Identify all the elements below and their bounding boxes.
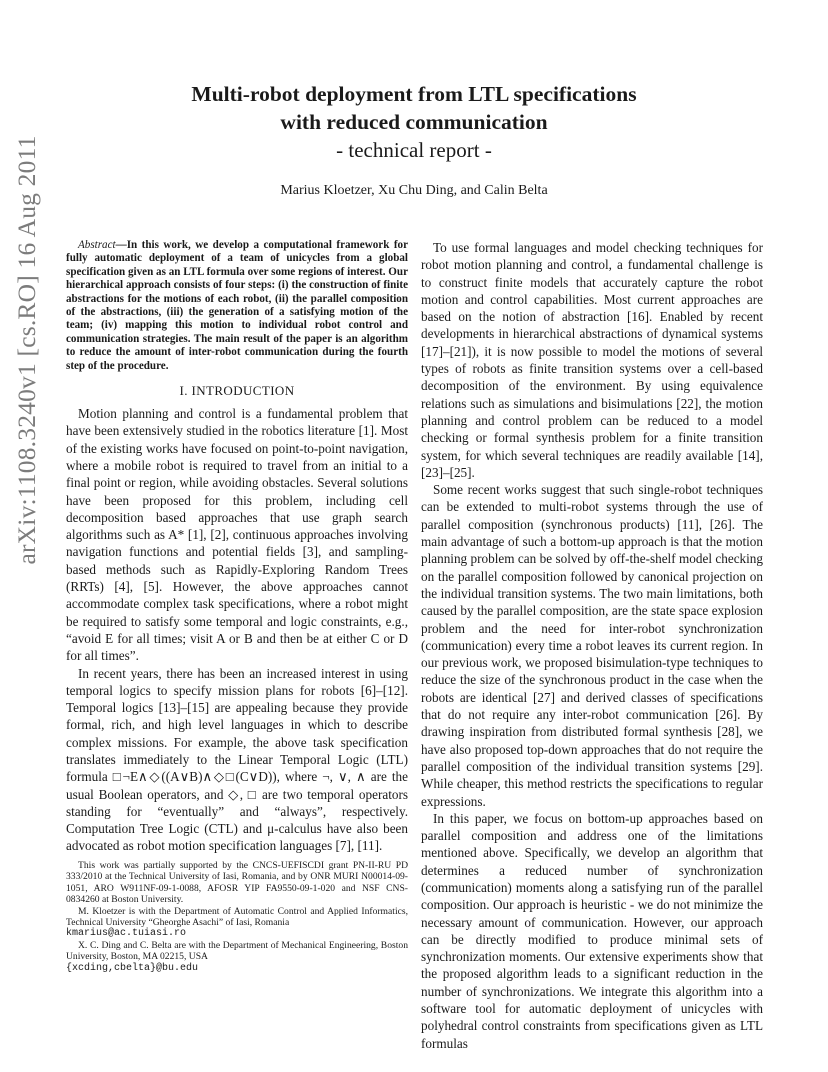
right-column	[421, 239, 763, 1052]
title-subtitle: - technical report -	[336, 138, 492, 162]
intro-paragraph-5: In this paper, we focus on bottom-up approaches based on parallel composition and address one of the limitations mentioned above. Specifically, we develop an algorithm that determines a reduced number of synchronization (communication) moments along a satisfying run of the parallel composition. Our approach is heuristic - we do not minimize the necessary amount of communication. However, our approach can be directly modified to produce minimal sets of synchronization moments. Our extensive experiments show that the proposed algorithm leads to a significant reduction in the number of synchronizations. We integrate this algorithm into a software tool for automatic deployment of unicycles with polyhedral control constraints from specifications given as LTL formulas	[421, 810, 763, 1051]
intro-paragraph-4: Some recent works suggest that such single-robot techniques can be extended to multi-robot systems through the use of parallel composition (synchronous products) [11], [26]. The main advantage of such a bottom-up approach is that the motion planning problem can be solved by off-the-shelf model checking on the parallel composition followed by canonical projection on the individual transition systems. The two main limitations, both caused by the parallel composition, are the state space explosion problem and the need for inter-robot synchronization (communication) every time a robot leaves its current region. In our previous work, we proposed bisimulation-type techniques to reduce the size of the synchronous product in the case when the robots are identical [27] and derived classes of specifications that do not require any inter-robot communication [26]. By drawing inspiration from distributed formal synthesis [28], we have also proposed top-down approaches that do not require the parallel composition of the individual transition systems [29]. While cheaper, this method restricts the specifications to regular expressions.	[421, 482, 763, 809]
paper-title	[0, 80, 828, 164]
footnote-affiliation-kloetzer: M. Kloetzer is with the Department of Automatic Control and Applied Informatics, Technical University “Gheorghe Asachi” of Iasi, Romania	[66, 905, 408, 929]
footnote-funding: This work was partially supported by the CNCS-UEFISCDI grant PN-II-RU PD 333/2010 at the Technical University of Iasi, Romania, and by ONR MURI N00014-09-1051, ARO W911NF-09-1-0088, AFOSR YIP FA9550-09-1-020 and NSF CNS-0834260 at Boston University.	[66, 860, 408, 906]
intro-paragraph-1: Motion planning and control is a fundamental problem that have been extensively studied in the robotics literature [1]. Most of the existing works have focused on point-to-point navigation, where a mobile robot is required to travel from an initial to a final point or region, while avoiding obstacles. Several solutions have been proposed for this problem, including cell decomposition based approaches that use graph search algorithms such as A* [1], [2], continuous approaches involving navigation functions and potential fields [3], and sampling-based methods such as Rapidly-Exploring Random Trees (RRTs) [4], [5]. However, the above approaches cannot accommodate complex task specifications, where a robot might be required to satisfy some temporal and logic constraints, e.g., “avoid E for all times; visit A or B and then be at either C or D for all times”.	[66, 406, 408, 664]
arxiv-sidebar-stamp: arXiv:1108.3240v1 [cs.RO] 16 Aug 2011	[12, 135, 41, 565]
email-kloetzer: kmarius@ac.tuiasi.ro	[66, 928, 187, 940]
abstract-text: —In this work, we develop a computational framework for fully automatic deployment of a team of unicycles from a global specification given as an LTL formula over some regions of interest. Our hierarchical approach consists of four steps: (i) the construction of finite abstractions for the motions of each robot, (ii) the parallel composition of the abstractions, (iii) the generation of a satisfying motion of the team; (iv) mapping this motion to individual robot control and communication strategies. The main result of the paper is an algorithm to reduce the amount of inter-robot communication during the fourth step of the procedure.	[66, 239, 408, 372]
footnote-affiliation-ding-belta: X. C. Ding and C. Belta are with the Department of Mechanical Engineering, Boston University, Boston, MA 02215, USA	[66, 939, 408, 963]
title-line-1: Multi-robot deployment from LTL specifications	[191, 82, 637, 106]
abstract-label: Abstract	[78, 239, 116, 251]
section-heading-introduction: I. INTRODUCTION	[179, 383, 295, 399]
title-line-2: with reduced communication	[280, 110, 548, 134]
left-column	[66, 239, 408, 855]
author-list: Marius Kloetzer, Xu Chu Ding, and Calin Belta	[280, 183, 548, 198]
intro-paragraph-2: In recent years, there has been an increased interest in using temporal logics to specify mission plans for robots [6]–[12]. Temporal logics [13]–[15] are appealing because they provide formal, rich, and high level languages in which to describe complex missions. For example, the above task specification translates immediately to the Linear Temporal Logic (LTL) formula □¬E∧◇((A∨B)∧◇□(C∨D)), where ¬, ∨, ∧ are the usual Boolean operators, and ◇, □ are two temporal operators standing for “eventually” and “always”, respectively. Computation Tree Logic (CTL) and μ-calculus have also been advocated as robot motion specification languages [7], [11].	[66, 665, 408, 854]
footnotes	[66, 860, 408, 974]
email-ding-belta: {xcding,cbelta}@bu.edu	[66, 962, 199, 974]
abstract	[66, 239, 408, 373]
intro-paragraph-3: To use formal languages and model checking techniques for robot motion planning and control, a fundamental challenge is to construct finite models that accurately capture the robot motion and control capabilities. Most current approaches are based on the notion of abstraction [16]. Enabled by recent developments in hierarchical abstractions of dynamical systems [17]–[21]), it is now possible to model the motions of several types of robots as finite transition systems over a cell-based decomposition of the environment. By using equivalence relations such as simulations and bisimulations [22], the motion planning and control problem can be reduced to a model checking or formal synthesis problem for a finite transition system, for which several techniques are readily available [14], [23]–[25].	[421, 240, 763, 480]
